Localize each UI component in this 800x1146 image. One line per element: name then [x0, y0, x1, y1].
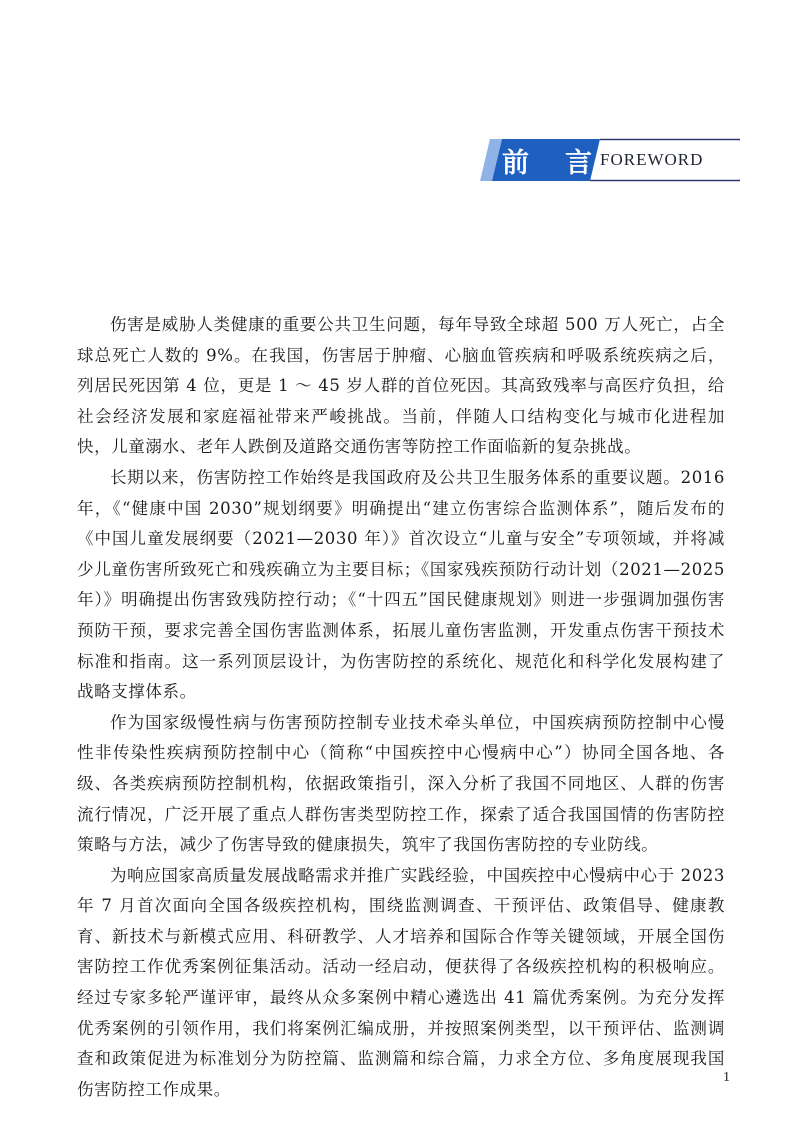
- paragraph-1: 伤害是威胁人类健康的重要公共卫生问题，每年导致全球超 500 万人死亡，占全球总死亡人数的 9%。在我国，伤害居于肿瘤、心脑血管疾病和呼吸系统疾病之后，列居民死因第 4 位，更是 1 ～ 45 岁人群的首位死因。其高致残率与高医疗负担，给社会经济发展和家庭福祉带来严峻挑战。当前，伴随人口结构变化与城市化进程加快，儿童溺水、老年人跌倒及道路交通伤害等防控工作面临新的复杂挑战。: [77, 315, 725, 457]
- foreword-banner: [478, 137, 740, 183]
- paragraph-4: 为响应国家高质量发展战略需求并推广实践经验，中国疾控中心慢病中心于 2023 年 7 月首次面向全国各级疾控机构，围绕监测调查、干预评估、政策倡导、健康教育、新技术与新模式应用、科研教学、人才培养和国际合作等关键领域，开展全国伤害防控工作优秀案例征集活动。活动一经启动，便获得了各级疾控机构的积极响应。经过专家多轮严谨评审，最终从众多案例中精心遴选出 41 篇优秀案例。为充分发挥优秀案例的引领作用，我们将案例汇编成册，并按照案例类型，以干预评估、监测调查和政策促进为标准划分为防控篇、监测篇和综合篇，力求全方位、多角度展现我国伤害防控工作成果。: [77, 865, 725, 1099]
- foreword-title-cn: [502, 142, 592, 178]
- foreword-body: [77, 310, 725, 1105]
- page-number: 1: [723, 1070, 730, 1085]
- paragraph-2: 长期以来，伤害防控工作始终是我国政府及公共卫生服务体系的重要议题。2016 年，《“健康中国 2030”规划纲要》明确提出“建立伤害综合监测体系”，随后发布的《中国儿童发展纲要（2021—2030 年）》首次设立“儿童与安全”专项领域，并将减少儿童伤害所致死亡和残疾确立为主要目标；《国家残疾预防行动计划（2021—2025 年）》明确提出伤害致残防控行动；《“十四五”国民健康规划》则进一步强调加强伤害预防干预，要求完善全国伤害监测体系，拓展儿童伤害监测，开发重点伤害干预技术标准和指南。这一系列顶层设计，为伤害防控的系统化、规范化和科学化发展构建了战略支撑体系。: [77, 467, 725, 702]
- foreword-title-cn-char-2: 言: [565, 147, 592, 179]
- foreword-title-en: FOREWORD: [600, 150, 704, 169]
- paragraph-3: 作为国家级慢性病与伤害预防控制专业技术牵头单位，中国疾病预防控制中心慢性非传染性疾病预防控制中心（简称“中国疾控中心慢病中心”）协同全国各地、各级、各类疾病预防控制机构，依据政策指引，深入分析了我国不同地区、人群的伤害流行情况，广泛开展了重点人群伤害类型防控工作，探索了适合我国国情的伤害防控策略与方法，减少了伤害导致的健康损失，筑牢了我国伤害防控的专业防线。: [77, 712, 725, 855]
- foreword-title-cn-char-1: 前: [502, 147, 529, 179]
